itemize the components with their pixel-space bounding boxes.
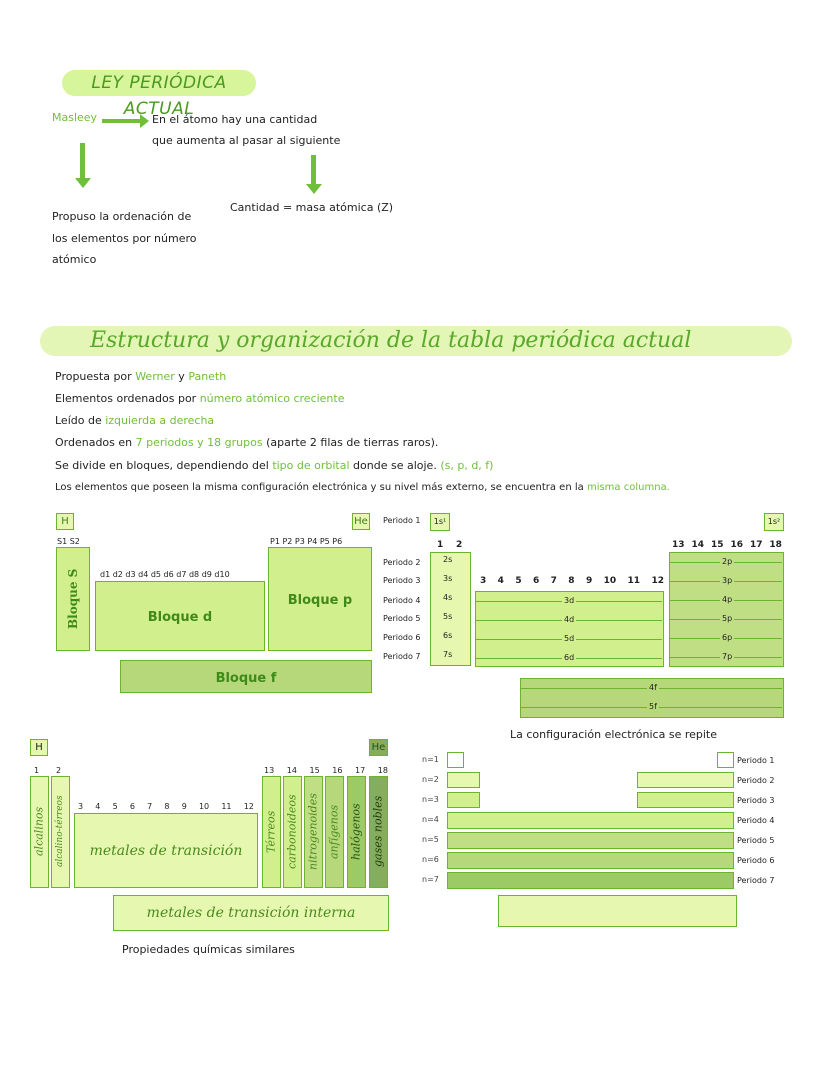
t4-row5 — [447, 832, 734, 849]
t3-anfigenos-label: anfígenos — [327, 804, 341, 859]
t3-carbonoideos-label: carbonoideos — [285, 794, 299, 869]
t2-2p: 2p — [722, 557, 733, 566]
l6b: misma columna. — [586, 482, 670, 493]
t4-n3: n=3 — [422, 795, 439, 804]
t2-7s: 7s — [443, 650, 453, 659]
l6a: Los elementos que poseen la misma configuración electrónica y su nivel más externo, se encuentra en la — [55, 482, 584, 493]
line-periodos — [55, 436, 438, 449]
t3-transicion-block — [74, 813, 258, 888]
t4-row7 — [447, 872, 734, 889]
t3-gr-13: 13 — [264, 766, 275, 775]
t3-gm-10: 10 — [198, 802, 210, 811]
l4c: (aparte 2 filas de tierras raros). — [266, 436, 439, 449]
t3-nitrogenoides-label: nitrogenoides — [306, 793, 320, 870]
l3a: Leído de — [55, 414, 102, 427]
t3-col-carbonoideos — [283, 776, 302, 888]
t3-h-cell: H — [30, 739, 48, 756]
t1-bloque-s — [56, 547, 90, 651]
t4-row4 — [447, 812, 734, 829]
t4-row2-left — [447, 772, 480, 788]
t1-bloque-s-label: Bloque S — [66, 568, 80, 630]
t4-row1-right — [717, 752, 734, 768]
t3-alcalinos-label: alcalinos — [32, 806, 46, 857]
propuso-line3: atómico — [52, 253, 97, 266]
t1-bloque-f-label: Bloque f — [215, 671, 277, 686]
t3-terreos-label: Térreos — [264, 810, 278, 853]
t4-n6: n=6 — [422, 855, 439, 864]
t2-gd-7: 7 — [550, 576, 557, 586]
t2-g1: 1 — [437, 540, 444, 550]
t2-gp-16: 16 — [730, 540, 743, 550]
t1-h-cell: H — [56, 513, 74, 530]
t2-periodo-3: Periodo 3 — [383, 576, 421, 585]
t1-bloque-d — [95, 581, 265, 651]
masley-text1: En el átomo hay una cantidad — [152, 113, 318, 126]
t3-col-alcalinoterreos — [51, 776, 70, 888]
t3-mid-groups — [78, 802, 254, 811]
t2-gp-15: 15 — [710, 540, 724, 550]
arrow-down-left — [80, 143, 85, 179]
t3-col-alcalinos — [30, 776, 49, 888]
t1-bloque-f — [120, 660, 372, 693]
t4-f-rows — [498, 895, 737, 927]
t2-f-block — [520, 678, 784, 718]
t3-g2: 2 — [56, 766, 62, 775]
t2-periodo-6: Periodo 6 — [383, 633, 421, 642]
t3-col-halogenos — [347, 776, 366, 888]
t2-5d: 5d — [564, 634, 575, 643]
l4b: 7 periodos y 18 grupos — [135, 436, 263, 449]
t2-1s2-cell: 1s² — [764, 513, 784, 531]
masley-text2: que aumenta al pasar al siguiente — [152, 134, 341, 147]
l5a: Se divide en bloques, dependiendo del — [55, 459, 269, 472]
t3-right-groups — [264, 766, 388, 775]
t2-3p: 3p — [722, 576, 733, 585]
l1c: y — [178, 370, 185, 383]
t4-row2-right — [637, 772, 734, 788]
t2-gd-9: 9 — [585, 576, 593, 586]
t3-gm-7: 7 — [147, 802, 153, 811]
t3-col-terreos — [262, 776, 281, 888]
line-bloques — [55, 459, 493, 472]
t4-periodo-7: Periodo 7 — [737, 876, 775, 885]
t3-gm-11: 11 — [221, 802, 232, 811]
t4-row3-left — [447, 792, 480, 808]
propuso-line1: Propuso la ordenación de — [52, 210, 192, 223]
t3-col-nitrogenoides — [304, 776, 323, 888]
l3b: izquierda a derecha — [105, 414, 215, 427]
t3-gm-8: 8 — [164, 802, 170, 811]
title-estructura-text: Estructura y organización de la tabla periódica actual — [90, 328, 692, 353]
title-ley-periodica: LEY PERIÓDICA ACTUAL — [62, 70, 256, 96]
t2-p-block — [669, 552, 784, 667]
t2-3d: 3d — [564, 596, 575, 605]
l1d: Paneth — [188, 370, 227, 383]
t2-gd-11: 11 — [627, 576, 641, 586]
t2-periodo-4: Periodo 4 — [383, 596, 421, 605]
arrow-down-right — [311, 155, 316, 185]
t2-gd-4: 4 — [497, 576, 504, 586]
t4-periodo-1: Periodo 1 — [737, 756, 775, 765]
t3-gases-label: gases nobles — [371, 795, 385, 868]
propuso-line2: los elementos por número — [52, 232, 197, 245]
t2-gd-12: 12 — [651, 576, 664, 586]
t2-periodo-7: Periodo 7 — [383, 652, 421, 661]
t2-periodo-2: Periodo 2 — [383, 558, 421, 567]
t2-6d: 6d — [564, 653, 575, 662]
t4-periodo-4: Periodo 4 — [737, 816, 775, 825]
arrow-right — [102, 119, 142, 123]
l2b: número atómico creciente — [199, 392, 345, 405]
t2-4d: 4d — [564, 615, 575, 624]
t2-gp-17: 17 — [749, 540, 763, 550]
t2-4p: 4p — [722, 595, 733, 604]
t1-d-labels: d1 d2 d3 d4 d5 d6 d7 d8 d9 d10 — [100, 570, 230, 579]
t1-bloque-p-label: Bloque p — [287, 593, 353, 608]
arrow-right-head — [140, 114, 149, 128]
t2-4s: 4s — [443, 593, 453, 602]
arrow-down-right-head — [306, 184, 322, 194]
t1-p-labels: P1 P2 P3 P4 P5 P6 — [270, 537, 343, 546]
t2-s-block — [430, 552, 471, 666]
t2-gd-5: 5 — [515, 576, 522, 586]
t2-gd-3: 3 — [480, 576, 487, 586]
t1-bloque-p — [268, 547, 372, 651]
t3-gr-14: 14 — [286, 766, 297, 775]
t3-alcalinoterreos-label: alcalino-térreos — [55, 795, 65, 868]
t3-gm-6: 6 — [129, 802, 135, 811]
t4-periodo-3: Periodo 3 — [737, 796, 775, 805]
l4a: Ordenados en — [55, 436, 133, 449]
t3-gr-16: 16 — [332, 766, 343, 775]
t4-n4: n=4 — [422, 815, 439, 824]
t1-s-labels: S1 S2 — [57, 537, 80, 546]
line-propuesta — [55, 370, 226, 383]
t2-gd-8: 8 — [568, 576, 575, 586]
t3-gm-4: 4 — [95, 802, 101, 811]
t2-6p: 6p — [722, 633, 733, 642]
t2-gd-10: 10 — [603, 576, 617, 586]
t3-g1: 1 — [34, 766, 40, 775]
t2-caption: La configuración electrónica se repite — [510, 728, 718, 741]
t2-5f: 5f — [649, 702, 657, 711]
t4-periodo-6: Periodo 6 — [737, 856, 775, 865]
t2-4f: 4f — [649, 683, 657, 692]
line-ordenados — [55, 392, 345, 405]
t3-col-gases — [369, 776, 388, 888]
t4-row6 — [447, 852, 734, 869]
t4-row3-right — [637, 792, 734, 808]
t3-gm-3: 3 — [78, 802, 84, 811]
t3-gm-5: 5 — [112, 802, 118, 811]
t3-interna-block — [113, 895, 389, 931]
t3-gr-15: 15 — [309, 766, 320, 775]
l1a: Propuesta por — [55, 370, 132, 383]
t2-p-groups — [672, 540, 782, 550]
t4-n5: n=5 — [422, 835, 439, 844]
t2-d-block — [475, 591, 664, 667]
t4-periodo-5: Periodo 5 — [737, 836, 775, 845]
t2-gd-6: 6 — [532, 576, 540, 586]
t2-g2: 2 — [456, 540, 463, 550]
t3-halogenos-label: halógenos — [349, 803, 363, 860]
t2-5s: 5s — [443, 612, 453, 621]
t3-col-anfigenos — [325, 776, 344, 888]
t2-gp-14: 14 — [691, 540, 705, 550]
t4-n7: n=7 — [422, 875, 439, 884]
t3-caption: Propiedades químicas similares — [122, 943, 295, 956]
t1-bloque-d-label: Bloque d — [147, 610, 213, 625]
t2-3s: 3s — [443, 574, 453, 583]
t2-6s: 6s — [443, 631, 453, 640]
l5b: tipo de orbital — [272, 459, 350, 472]
t2-d-groups — [480, 576, 664, 586]
l5c: donde se aloje. — [353, 459, 437, 472]
t4-n1: n=1 — [422, 755, 439, 764]
t2-periodo-1: Periodo 1 — [383, 516, 421, 525]
l1b: Werner — [135, 370, 175, 383]
t4-n2: n=2 — [422, 775, 439, 784]
arrow-down-left-head — [75, 178, 91, 188]
line-leido — [55, 414, 214, 427]
cantidad-text: Cantidad = masa atómica (Z) — [230, 201, 394, 214]
t2-1s1-cell: 1s¹ — [430, 513, 450, 531]
t1-he-cell: He — [352, 513, 370, 530]
line-columna — [55, 482, 670, 493]
t3-gm-9: 9 — [181, 802, 187, 811]
t2-periodo-5: Periodo 5 — [383, 614, 421, 623]
t2-gp-18: 18 — [769, 540, 782, 550]
t3-gr-18: 18 — [377, 766, 388, 775]
t2-7p: 7p — [722, 652, 733, 661]
t2-gp-13: 13 — [672, 540, 685, 550]
title-estructura — [40, 326, 792, 356]
t2-5p: 5p — [722, 614, 733, 623]
t3-interna-label: metales de transición interna — [146, 905, 356, 921]
l2a: Elementos ordenados por — [55, 392, 197, 405]
t2-2s: 2s — [443, 555, 453, 564]
masley-name: Masleey — [52, 111, 98, 124]
t3-gm-12: 12 — [243, 802, 254, 811]
l5d: (s, p, d, f) — [440, 459, 494, 472]
t4-row1-left — [447, 752, 464, 768]
t3-he-cell: He — [369, 739, 388, 756]
t3-transicion-label: metales de transición — [89, 842, 243, 859]
t4-periodo-2: Periodo 2 — [737, 776, 775, 785]
t3-gr-17: 17 — [355, 766, 366, 775]
